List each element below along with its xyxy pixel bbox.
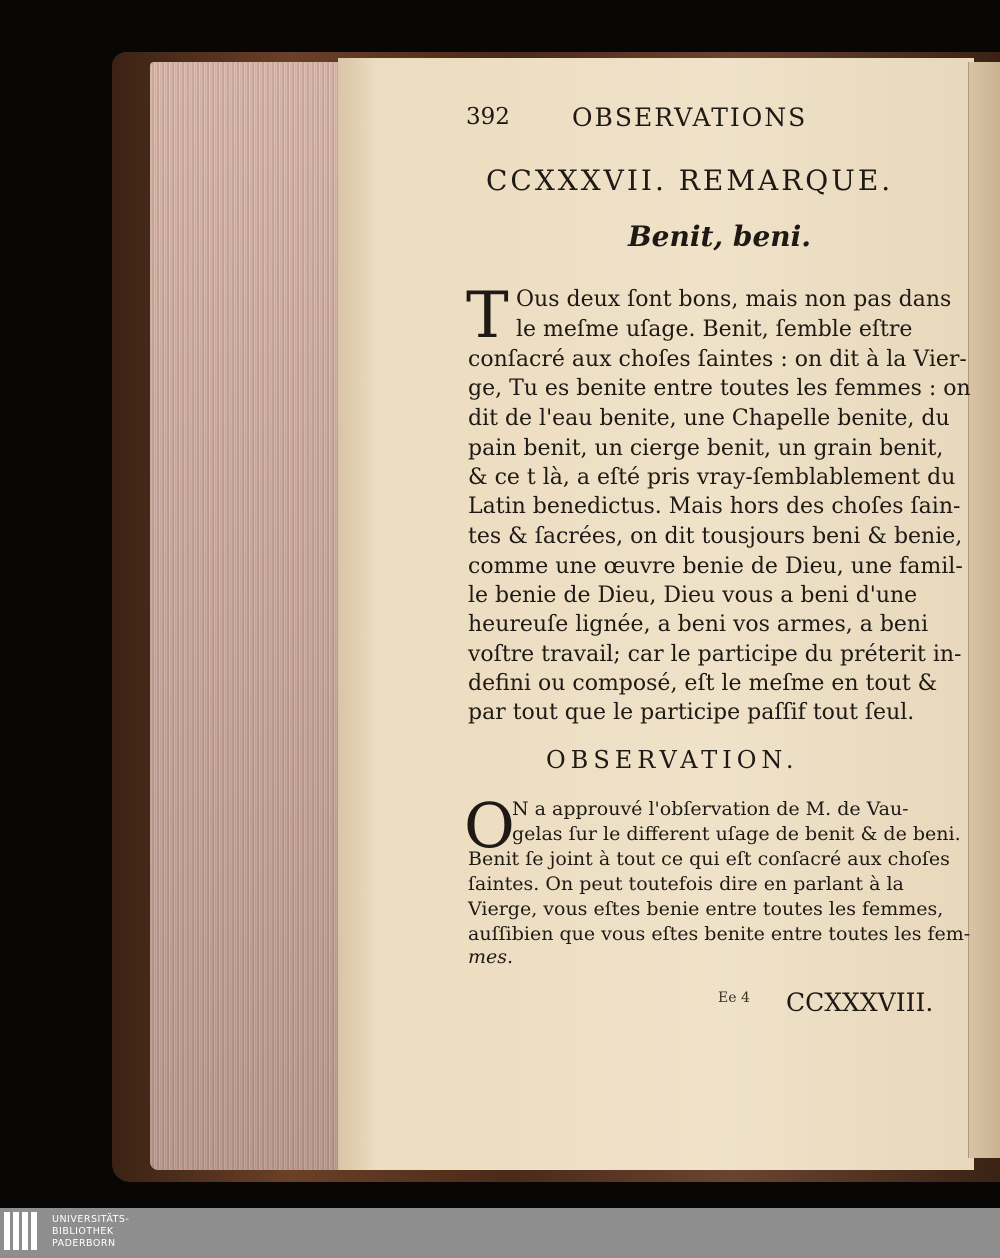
- library-name: [52, 1214, 129, 1250]
- text-line: tes & ſacrées, on dit tousjours beni & benie,: [468, 524, 963, 549]
- text-line: defini ou composé, eſt le meſme en tout &: [468, 671, 938, 696]
- observation-heading: OBSERVATION.: [546, 746, 799, 774]
- text-line: heureuſe lignée, a beni vos armes, a beni: [468, 612, 929, 637]
- page-edges: [150, 62, 360, 1170]
- text-line: Ous deux ſont bons, mais non pas dans: [516, 287, 952, 312]
- library-name-line: PADERBORN: [52, 1238, 116, 1249]
- text-line: ſaintes. On peut toutefois dire en parlant à la: [468, 873, 904, 895]
- catchword: CCXXXVIII.: [786, 988, 934, 1017]
- text-line: Latin benedictus. Mais hors des choſes ſain-: [468, 494, 961, 519]
- text-line: pain benit, un cierge benit, un grain benit,: [468, 436, 944, 461]
- text-line: Vierge, vous eſtes benie entre toutes les femmes,: [468, 898, 944, 920]
- signature-mark: Ee 4: [718, 990, 750, 1006]
- drop-cap-o: O: [464, 789, 515, 862]
- page-number: 392: [466, 104, 510, 130]
- remarque-heading: CCXXXVII. REMARQUE.: [486, 164, 894, 197]
- drop-cap-t: T: [466, 279, 509, 353]
- text-line: comme une œuvre benie de Dieu, une famil-: [468, 554, 963, 579]
- text-line: & ce t là, a eſté pris vray-ſemblablement du: [468, 465, 956, 490]
- remarque-subtitle: Benit, beni.: [628, 220, 812, 253]
- library-name-line: BIBLIOTHEK: [52, 1226, 114, 1237]
- text-line: mes.: [468, 946, 514, 968]
- text-line: auſſibien que vous eſtes benite entre toutes les fem-: [468, 923, 971, 945]
- text-line: conſacré aux choſes ſaintes : on dit à la Vier-: [468, 347, 967, 372]
- text-line: dit de l'eau benite, une Chapelle benite, du: [468, 406, 950, 431]
- facing-page-edge: [968, 62, 1000, 1158]
- running-head: OBSERVATIONS: [572, 103, 808, 132]
- text-line: ge, Tu es benite entre toutes les femmes : on: [468, 376, 971, 401]
- library-logo-icon: [4, 1212, 44, 1254]
- text-line: N a approuvé l'obſervation de M. de Vau-: [512, 798, 909, 820]
- text-line: le meſme uſage. Benit, ſemble eſtre: [516, 317, 913, 342]
- text-line: voſtre travail; car le participe du préterit in-: [468, 642, 962, 667]
- library-footer: [0, 1208, 1000, 1258]
- text-line: Benit ſe joint à tout ce qui eſt conſacré aux choſes: [468, 848, 950, 870]
- library-name-line: UNIVERSITÄTS-: [52, 1214, 130, 1225]
- text-line: le benie de Dieu, Dieu vous a beni d'une: [468, 583, 918, 608]
- text-line: par tout que le participe paſſif tout ſeul.: [468, 700, 915, 725]
- text-line: gelas ſur le different uſage de benit & de beni.: [512, 823, 961, 845]
